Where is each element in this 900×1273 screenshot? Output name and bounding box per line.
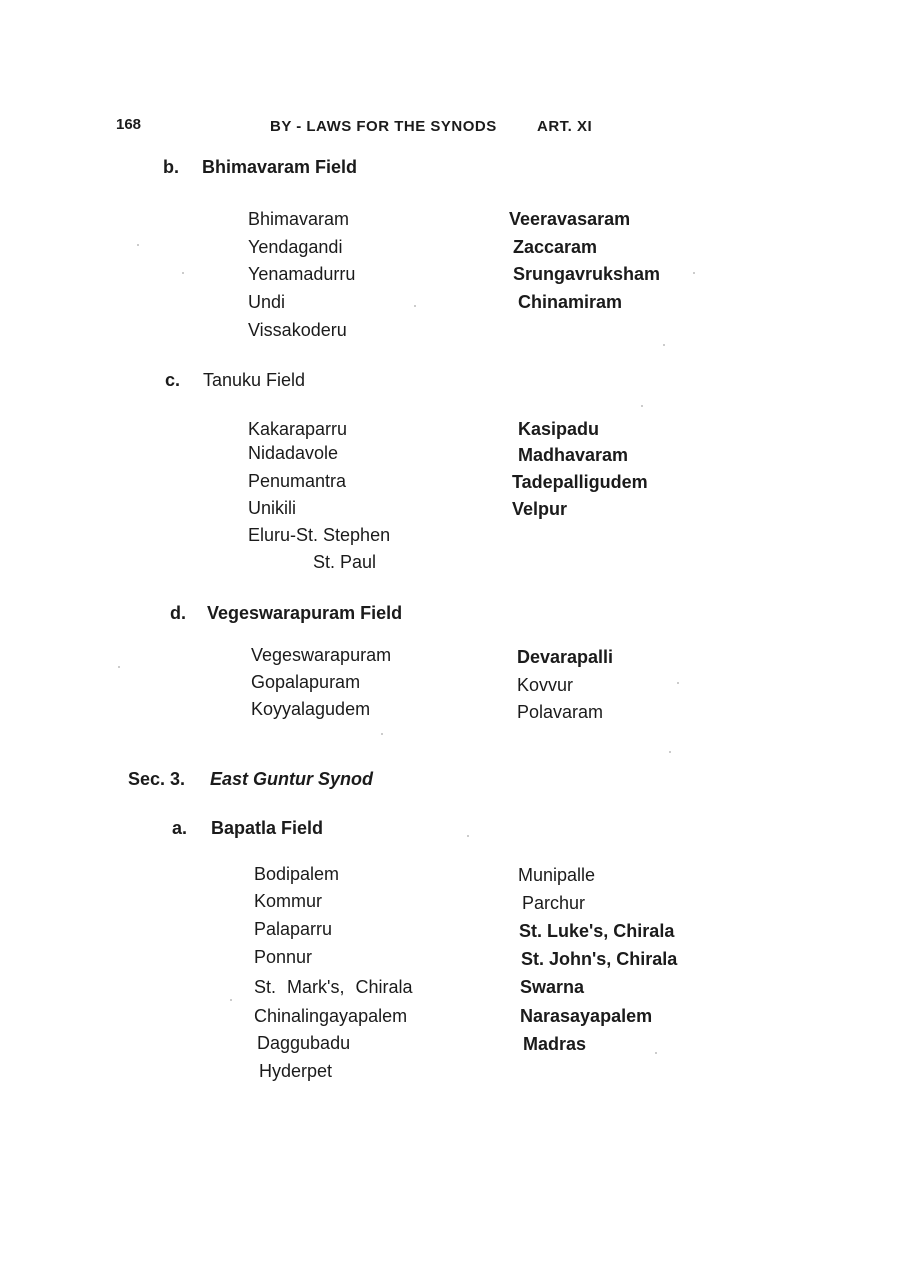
list-item: Daggubadu — [257, 1033, 351, 1053]
list-item: Hyderpet — [259, 1061, 333, 1081]
list-item: Kommur — [254, 891, 323, 911]
list-item: Srungavruksham — [513, 264, 661, 284]
list-item: Chinalingayapalem — [254, 1006, 408, 1026]
list-item: Velpur — [512, 499, 568, 519]
list-item: St. Luke's, Chirala — [519, 921, 675, 941]
running-header-title: BY - LAWS FOR THE SYNODS — [270, 118, 497, 135]
field-heading-bapatla: Bapatla Field — [211, 818, 324, 838]
list-item: Nidadavole — [248, 443, 339, 463]
list-item: Eluru-St. Stephen — [248, 525, 391, 545]
list-item: Kakaraparru — [248, 419, 348, 439]
list-item: Veeravasaram — [509, 209, 631, 229]
list-item: Munipalle — [518, 865, 596, 885]
list-item: Bodipalem — [254, 864, 340, 884]
section-title: East Guntur Synod — [210, 769, 374, 789]
list-item: St. Paul — [313, 552, 377, 572]
field-label: b. — [163, 157, 179, 177]
field-label: c. — [165, 370, 181, 390]
field-label: d. — [170, 603, 186, 623]
list-item: Madhavaram — [518, 445, 629, 465]
list-item: Penumantra — [248, 471, 347, 491]
list-item: Chinamiram — [518, 292, 623, 312]
field-heading-bhimavaram: Bhimavaram Field — [202, 157, 358, 177]
list-item: Narasayapalem — [520, 1006, 653, 1026]
list-item: Ponnur — [254, 947, 313, 967]
field-heading-vegeswarapuram: Vegeswarapuram Field — [207, 603, 403, 623]
list-item: Koyyalagudem — [251, 699, 371, 719]
list-item: Unikili — [248, 498, 297, 518]
list-item: Polavaram — [517, 702, 604, 722]
list-item: Zaccaram — [513, 237, 598, 257]
list-item: Yenamadurru — [248, 264, 356, 284]
list-item: Undi — [248, 292, 286, 312]
list-item: Gopalapuram — [251, 672, 361, 692]
list-item: Swarna — [520, 977, 585, 997]
list-item: Vegeswarapuram — [251, 645, 392, 665]
list-item: Devarapalli — [517, 647, 614, 667]
list-item: Bhimavaram — [248, 209, 350, 229]
list-item: Parchur — [522, 893, 586, 913]
field-heading-tanuku: Tanuku Field — [203, 370, 306, 390]
list-item: Kasipadu — [518, 419, 600, 439]
list-item: St. Mark's, Chirala — [254, 977, 413, 997]
field-label: a. — [172, 818, 188, 838]
list-item: St. John's, Chirala — [521, 949, 678, 969]
list-item: Madras — [523, 1034, 587, 1054]
list-item: Palaparru — [254, 919, 333, 939]
page-number: 168 — [116, 116, 142, 133]
section-label: Sec. 3. — [128, 769, 186, 789]
running-header-article: ART. XI — [537, 118, 593, 135]
list-item: Tadepalligudem — [512, 472, 648, 492]
list-item: Yendagandi — [248, 237, 343, 257]
list-item: Kovvur — [517, 675, 574, 695]
list-item: Vissakoderu — [248, 320, 347, 340]
